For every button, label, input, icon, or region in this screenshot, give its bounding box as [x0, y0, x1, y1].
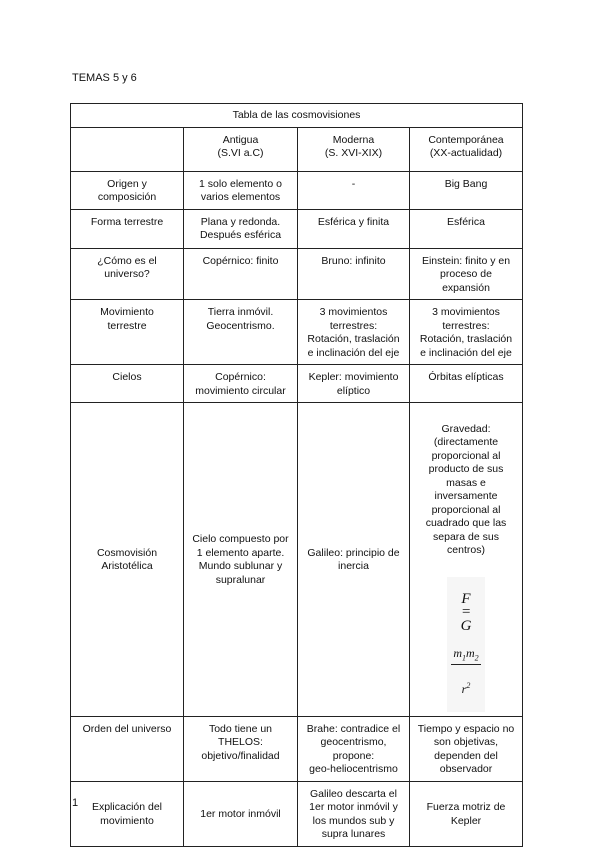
formula-denominator [451, 679, 480, 697]
row-label: Movimiento terrestre [71, 300, 184, 365]
table-row [71, 248, 523, 300]
formula-r: r [461, 681, 467, 696]
row-label: Origen y composición [71, 171, 184, 209]
cell-contemporanea [410, 403, 523, 717]
table-header-row [71, 127, 523, 171]
formula-m2: m [466, 645, 475, 660]
table-row [71, 365, 523, 403]
header-empty-cell [71, 127, 184, 171]
cell-contemporanea: Esférica [410, 209, 523, 248]
formula-f: F [461, 590, 471, 607]
cell-moderna: Galileo: principio de inercia [298, 403, 410, 717]
gravitation-formula [447, 577, 484, 712]
header-antigua: Antigua (S.VI a.C) [184, 127, 298, 171]
row-label: Explicación del movimiento [71, 781, 184, 846]
table-row [71, 300, 523, 365]
row-label: Forma terrestre [71, 209, 184, 248]
cell-moderna: 3 movimientos terrestres: Rotación, traslación e inclinación del eje [298, 300, 410, 365]
cell-moderna: Galileo descarta el 1er motor inmóvil y los mundos sub y supra lunares [298, 781, 410, 846]
cell-antigua: Copérnico: movimiento circular [184, 365, 298, 403]
table-title-row [71, 104, 523, 128]
cell-antigua: Plana y redonda. Después esférica [184, 209, 298, 248]
cell-moderna: Bruno: infinito [298, 248, 410, 300]
cosmovisiones-table [70, 103, 523, 847]
row-label: ¿Cómo es el universo? [71, 248, 184, 300]
gravedad-text: Gravedad: (directamente proporcional al producto de sus masas e inversamente proporcional al cuadrado que las separa de sus centros) [425, 422, 507, 556]
table-row [71, 209, 523, 248]
cell-contemporanea: Fuerza motriz de Kepler [410, 781, 523, 846]
cell-antigua: Tierra inmóvil. Geocentrismo. [184, 300, 298, 365]
table-row [71, 171, 523, 209]
header-moderna: Moderna (S. XVI-XIX) [298, 127, 410, 171]
cell-antigua: Cielo compuesto por 1 elemento aparte. Mundo sublunar y supralunar [184, 403, 298, 717]
cell-antigua: 1 solo elemento o varios elementos [184, 171, 298, 209]
table-row [71, 716, 523, 781]
cell-moderna: Kepler: movimiento elíptico [298, 365, 410, 403]
table-row [71, 403, 523, 717]
formula-m1: m [453, 645, 462, 660]
formula-g: G [460, 617, 472, 634]
header-contemporanea: Contemporánea (XX-actualidad) [410, 127, 523, 171]
cell-antigua: Todo tiene un THELOS: objetivo/finalidad [184, 716, 298, 781]
row-label: Orden del universo [71, 716, 184, 781]
page-number: 1 [72, 797, 79, 809]
row-label: Cielos [71, 365, 184, 403]
cell-moderna: Esférica y finita [298, 209, 410, 248]
page-header: TEMAS 5 y 6 [72, 72, 137, 84]
cell-moderna: Brahe: contradice el geocentrismo, propone: geo-heliocentrismo [298, 716, 410, 781]
cell-contemporanea: Tiempo y espacio no son objetivas, dependen del observador [410, 716, 523, 781]
formula-sub2: 2 [474, 652, 479, 662]
cell-antigua: Copérnico: finito [184, 248, 298, 300]
formula-eq: = [460, 604, 472, 620]
cell-contemporanea: Big Bang [410, 171, 523, 209]
formula-fraction [451, 633, 480, 710]
cell-contemporanea: 3 movimientos terrestres: Rotación, traslación e inclinación del eje [410, 300, 523, 365]
cell-contemporanea: Órbitas elípticas [410, 365, 523, 403]
table-row [71, 781, 523, 846]
cell-moderna: - [298, 171, 410, 209]
cell-antigua: 1er motor inmóvil [184, 781, 298, 846]
formula-numerator [451, 647, 480, 666]
table-title: Tabla de las cosmovisiones [71, 104, 523, 128]
formula-exp: 2 [466, 680, 471, 690]
row-label: Cosmovisión Aristotélica [71, 403, 184, 717]
formula-sub1: 1 [462, 652, 466, 662]
cell-contemporanea: Einstein: finito y en proceso de expansión [410, 248, 523, 300]
